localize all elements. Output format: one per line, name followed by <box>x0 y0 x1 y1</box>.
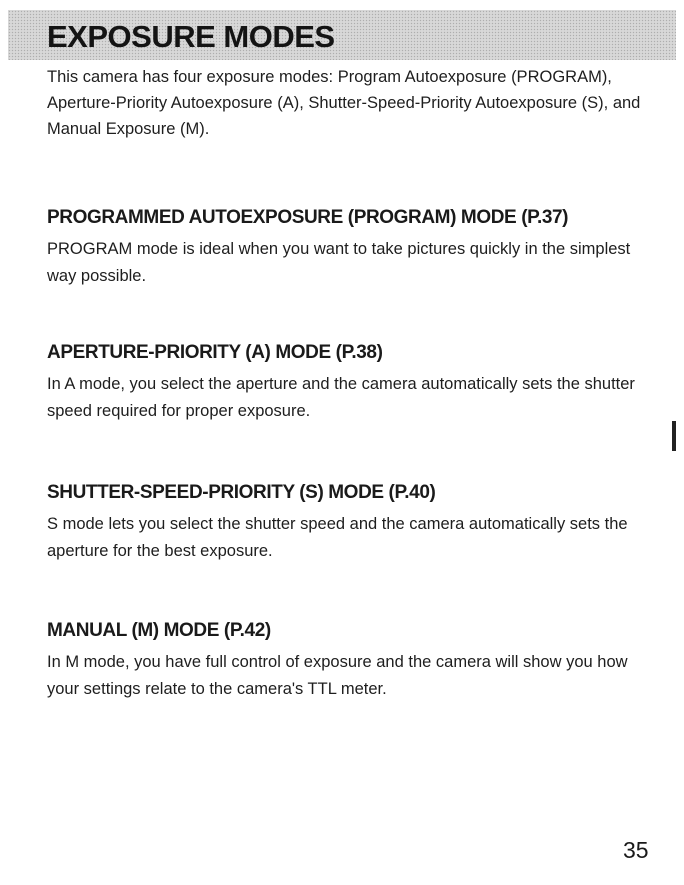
section-program-mode <box>47 206 657 290</box>
section-shutter-priority-mode <box>47 481 657 565</box>
section-body-shutter: S mode lets you select the shutter speed and the camera automatically sets the aperture for the best exposure. <box>47 515 628 560</box>
section-body-aperture: In A mode, you select the aperture and the camera automatically sets the shutter speed required for proper exposure. <box>47 375 635 420</box>
page-title: EXPOSURE MODES <box>47 19 335 54</box>
section-body-program: PROGRAM mode is ideal when you want to take pictures quickly in the simplest way possible. <box>47 240 631 285</box>
section-heading-aperture: APERTURE-PRIORITY (A) MODE (P.38) <box>47 342 383 363</box>
section-heading-program: PROGRAMMED AUTOEXPOSURE (PROGRAM) MODE (P.37) <box>47 207 569 228</box>
page-edge-tab-marker <box>672 421 676 451</box>
section-aperture-priority-mode <box>47 341 657 425</box>
section-heading-manual: MANUAL (M) MODE (P.42) <box>47 620 271 641</box>
intro-paragraph: This camera has four exposure modes: Program Autoexposure (PROGRAM), Aperture-Priority Autoexposure (A), Shutter-Speed-Priority Autoexposure (S), and Manual Exposure (M). <box>47 68 641 138</box>
page-number: 35 <box>623 837 649 863</box>
section-heading-shutter: SHUTTER-SPEED-PRIORITY (S) MODE (P.40) <box>47 482 436 503</box>
section-body-manual: In M mode, you have full control of exposure and the camera will show you how your settings relate to the camera's TTL meter. <box>47 653 628 698</box>
section-manual-mode <box>47 619 657 703</box>
